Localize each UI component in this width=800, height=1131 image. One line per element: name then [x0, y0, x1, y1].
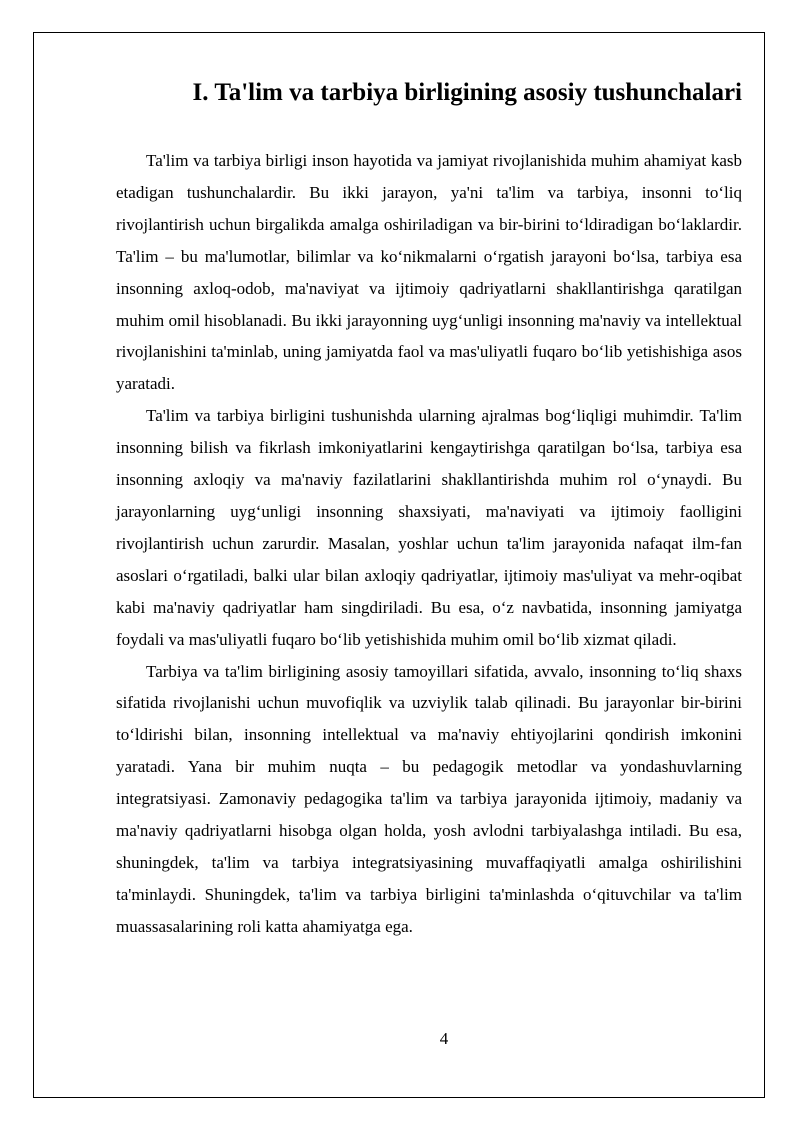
paragraph-1: Ta'lim va tarbiya birligi inson hayotida va jamiyat rivojlanishida muhim ahamiyat kasb etadigan tushunchalardir. Bu ikki jarayon, ya'ni ta'lim va tarbiya, insonni to‘liq rivojlantirish uchun birgalikda amalga oshiriladigan va bir-birini to‘ldiradigan bo‘laklardir. Ta'lim – bu ma'lumotlar, bilimlar va ko‘nikmalarni o‘rgatish jarayoni bo‘lsa, tarbiya esa insonning axloq-odob, ma'naviyat va ijtimoiy qadriyatlarni shakllantirishga qaratilgan muhim omil hisoblanadi. Bu ikki jarayonning uyg‘unligi insonning ma'naviy va intellektual rivojlanishini ta'minlab, uning jamiyatda faol va mas'uliyatli fuqaro bo‘lib yetishishiga asos yaratadi. [116, 151, 742, 394]
paragraph-2: Ta'lim va tarbiya birligini tushunishda ularning ajralmas bog‘liqligi muhimdir. Ta'lim insonning bilish va fikrlash imkoniyatlarini kengaytirishga qaratilgan bo‘lsa, tarbiya esa insonning axloqiy va ma'naviy fazilatlarini shakllantirishda muhim rol o‘ynaydi. Bu jarayonlarning uyg‘unligi insonning shaxsiyati, ma'naviyati va ijtimoiy faolligini rivojlantirish uchun zarurdir. Masalan, yoshlar uchun ta'lim jarayonida nafaqat ilm-fan asoslari o‘rgatiladi, balki ular bilan axloqiy qadriyatlar, ijtimoiy mas'uliyat va mehr-oqibat kabi ma'naviy qadriyatlar ham singdiriladi. Bu esa, o‘z navbatida, insonning jamiyatga foydali va mas'uliyatli fuqaro bo‘lib yetishishida muhim omil bo‘lib xizmat qiladi. [116, 406, 742, 649]
body-text [116, 145, 742, 943]
paragraph-3: Tarbiya va ta'lim birligining asosiy tamoyillari sifatida, avvalo, insonning to‘liq shaxs sifatida rivojlanishi uchun muvofiqlik va uzviylik talab qilinadi. Bu jarayonlar bir-birini to‘ldirishi bilan, insonning intellektual va ma'naviy ehtiyojlarini qondirish imkonini yaratadi. Yana bir muhim nuqta – bu pedagogik metodlar va yondashuvlarning integratsiyasi. Zamonaviy pedagogika ta'lim va tarbiya jarayonida ijtimoiy, madaniy va ma'naviy qadriyatlarni hisobga olgan holda, yosh avlodni tarbiyalashga intiladi. Bu esa, shuningdek, ta'lim va tarbiya integratsiyasining muvaffaqiyatli amalga oshirilishini ta'minlaydi. Shuningdek, ta'lim va tarbiya birligini ta'minlashda o‘qituvchilar va ta'lim muassasalarining roli katta ahamiyatga ega. [116, 661, 742, 936]
page-number: 4 [439, 1029, 449, 1048]
page-number-footer [60, 1027, 742, 1051]
section-heading: I. Ta'lim va tarbiya birligining asosiy tushunchalari [192, 79, 742, 106]
